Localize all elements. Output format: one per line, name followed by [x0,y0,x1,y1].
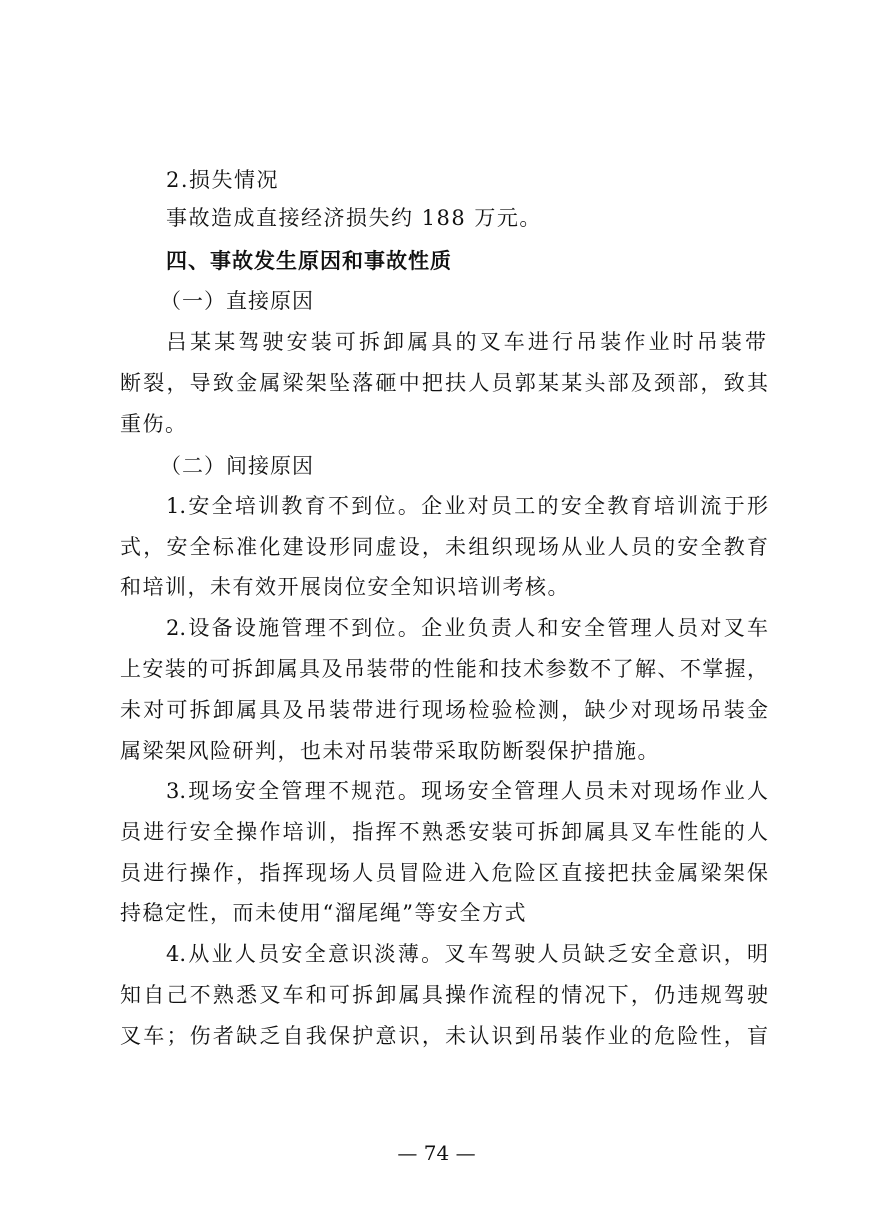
paragraph-line: 员进行操作，指挥现场人员冒险进入危险区直接把扶金属梁架保 [120,861,768,885]
indirect-cause-heading: （二）间接原因 [160,454,314,478]
paragraph-line: 式，安全标准化建设形同虚设，未组织现场从业人员的安全教育 [120,535,768,559]
paragraph-line: 属梁架风险研判，也未对吊装带采取防断裂保护措施。 [120,739,660,763]
paragraph-line: 1.安全培训教育不到位。企业对员工的安全教育培训流于形 [166,494,768,518]
paragraph-line: 上安装的可拆卸属具及吊装带的性能和技术参数不了解、不掌握， [120,657,768,681]
paragraph-line: 3.现场安全管理不规范。现场安全管理人员未对现场作业人 [166,779,768,803]
paragraph-line: 吕某某驾驶安装可拆卸属具的叉车进行吊装作业时吊装带 [166,330,766,354]
paragraph-line: 2.设备设施管理不到位。企业负责人和安全管理人员对叉车 [166,616,768,640]
paragraph-line: 持稳定性，而未使用“溜尾绳”等安全方式 [120,901,527,925]
paragraph-line: 和培训，未有效开展岗位安全知识培训考核。 [120,575,570,599]
paragraph-line: 叉车；伤者缺乏自我保护意识，未认识到吊装作业的危险性，盲 [120,1024,768,1048]
direct-cause-heading: （一）直接原因 [160,289,314,313]
cause-section-heading: 四、事故发生原因和事故性质 [166,249,452,273]
paragraph-line: 知自己不熟悉叉车和可拆卸属具操作流程的情况下，仍违规驾驶 [120,983,768,1007]
paragraph-line: 4.从业人员安全意识淡薄。叉车驾驶人员缺乏安全意识，明 [166,942,768,966]
paragraph-line: 未对可拆卸属具及吊装带进行现场检验检测，缺少对现场吊装金 [120,698,768,722]
page-number: — 74 — [397,1141,476,1165]
paragraph-line: 员进行安全操作培训，指挥不熟悉安装可拆卸属具叉车性能的人 [120,820,768,844]
paragraph-line: 重伤。 [120,412,188,436]
loss-heading: 2.损失情况 [166,168,280,192]
loss-text: 事故造成直接经济损失约 188 万元。 [166,206,542,230]
paragraph-line: 断裂，导致金属梁架坠落砸中把扶人员郭某某头部及颈部，致其 [120,371,768,395]
